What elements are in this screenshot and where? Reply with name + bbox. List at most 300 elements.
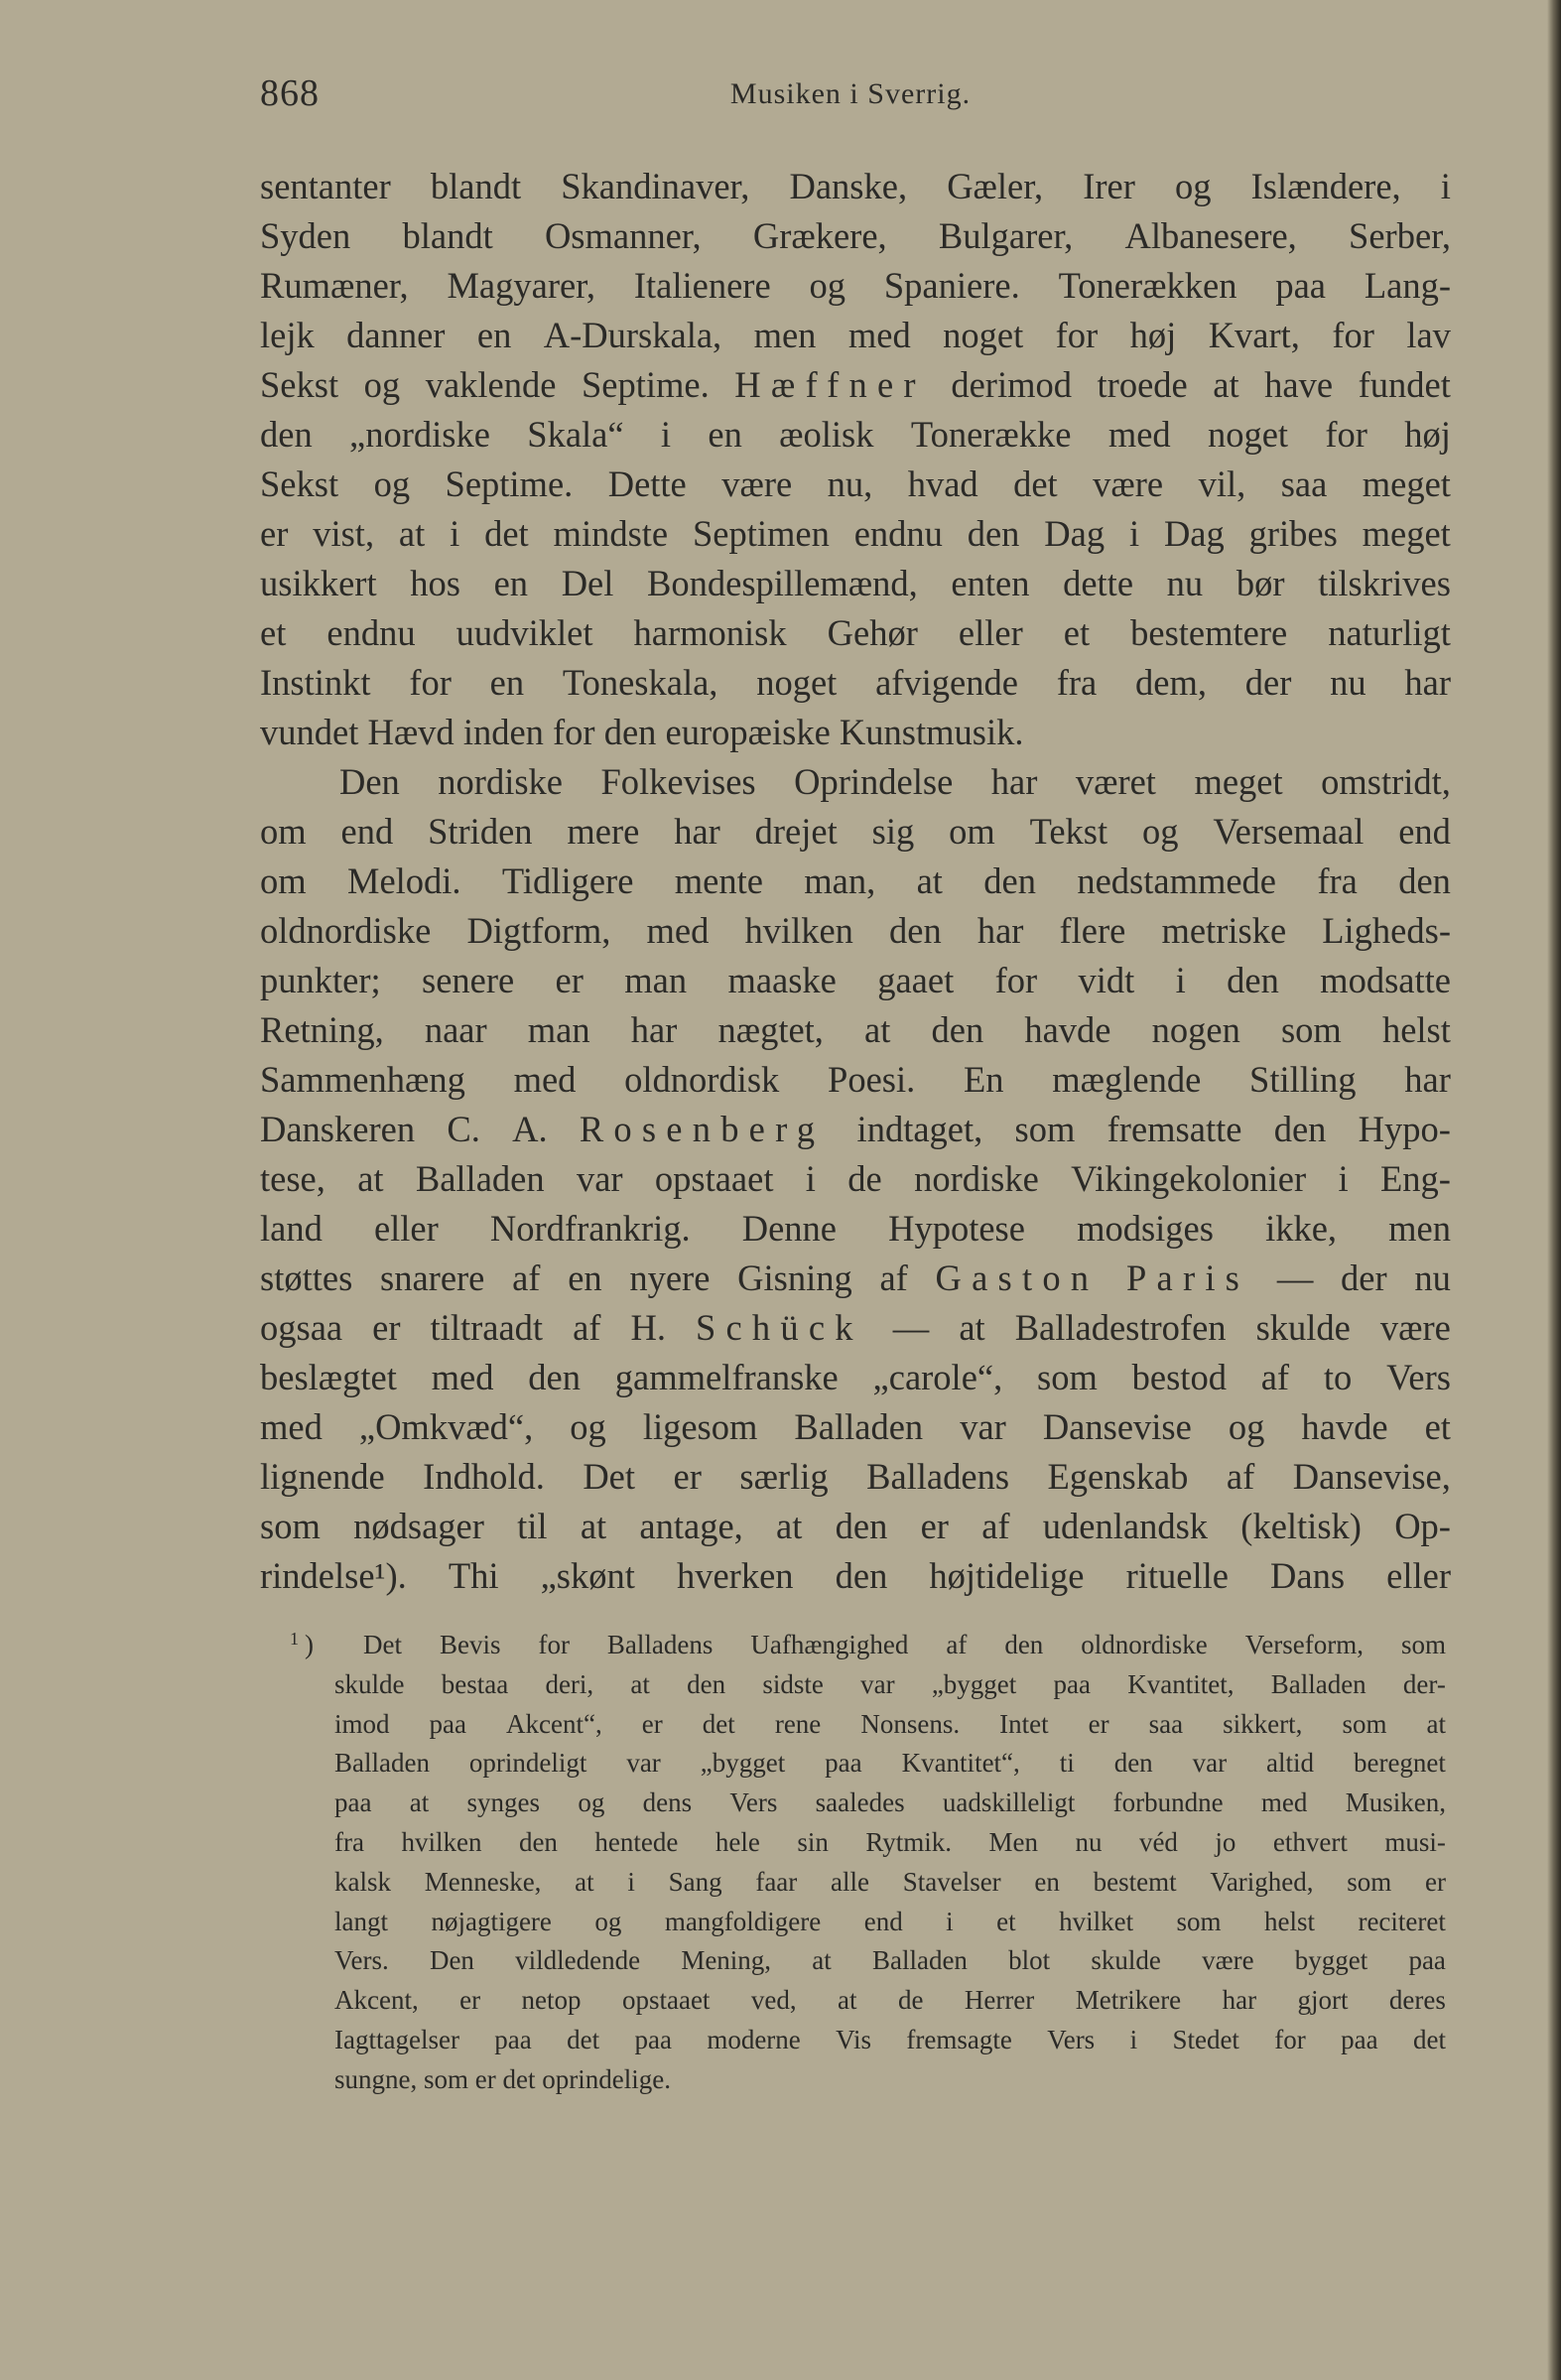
footnote-line: [260, 1903, 1446, 1942]
word: sungne,: [334, 2063, 418, 2094]
word: Vikingekolonier: [1071, 1158, 1307, 1199]
footnote: [260, 1626, 1446, 2100]
word: mente: [674, 860, 763, 901]
word: fra: [334, 1826, 364, 1857]
word: dens: [642, 1787, 693, 1818]
footnote-line: [260, 1863, 1446, 1903]
word: Vers: [729, 1787, 778, 1818]
word: opstaaet: [621, 1985, 711, 2016]
word: Gæler,: [947, 166, 1044, 206]
footnote-line: [260, 1626, 1446, 1665]
word: „bygget: [931, 1668, 1017, 1699]
word: den: [967, 513, 1020, 554]
word: Italienere: [633, 265, 771, 306]
word: saa: [1280, 463, 1328, 504]
word: Dag: [1163, 513, 1225, 554]
word: i: [660, 414, 672, 455]
word: man: [527, 1009, 590, 1050]
word: Denne: [741, 1208, 837, 1249]
word: der: [1244, 662, 1292, 703]
word: kalsk: [334, 1866, 391, 1897]
word: og: [373, 463, 411, 504]
word: paa: [1053, 1668, 1092, 1699]
word: og: [809, 265, 846, 306]
word: en: [493, 563, 529, 603]
word: nu: [1330, 662, 1366, 703]
word: musi-: [1384, 1826, 1446, 1857]
word: men: [1388, 1208, 1451, 1249]
word: har: [1222, 1985, 1257, 2016]
word: Sang: [668, 1866, 722, 1897]
word: en: [568, 1257, 602, 1298]
word: Eng-: [1379, 1158, 1451, 1199]
word: om: [260, 860, 307, 901]
word: Tekst: [1029, 811, 1108, 852]
word: paa: [429, 1708, 467, 1739]
word: har: [976, 910, 1024, 951]
word: med: [431, 1357, 494, 1397]
word: Herrer: [964, 1985, 1035, 2016]
text-line: [260, 410, 1451, 460]
word: deri,: [545, 1668, 594, 1699]
word: Akcent,: [334, 1985, 419, 2016]
word: Dette: [607, 463, 687, 504]
word: Toneskala,: [562, 662, 718, 703]
word: endnu: [326, 612, 416, 653]
word: Hæffner: [734, 364, 926, 405]
footnote-line: [260, 1744, 1446, 1784]
word: hos: [410, 563, 460, 603]
word: den: [835, 1555, 888, 1596]
word: beslægtet: [260, 1357, 397, 1397]
word: danner: [346, 315, 446, 355]
word: blot: [1008, 1945, 1051, 1976]
word: bør: [1236, 563, 1285, 603]
word: vildledende: [515, 1945, 641, 1976]
word: H.: [630, 1307, 666, 1348]
word: meget: [1362, 463, 1451, 504]
word: skulde: [1255, 1307, 1351, 1348]
word: at: [1426, 1708, 1446, 1739]
word: oprindeligt: [468, 1748, 587, 1779]
word: i: [1175, 960, 1186, 1000]
text-line: [260, 1254, 1451, 1303]
word: nogen: [1151, 1009, 1240, 1050]
word: naar: [424, 1009, 487, 1050]
word: Ligheds-: [1322, 910, 1451, 951]
word: ligesom: [642, 1406, 758, 1447]
word: paa: [334, 1787, 372, 1818]
word: nedstammede: [1077, 860, 1277, 901]
word: nu: [1166, 563, 1204, 603]
text-line: [260, 1204, 1451, 1254]
word: afvigende: [875, 662, 1018, 703]
word: Dag: [1044, 513, 1106, 554]
word: med: [513, 1059, 577, 1100]
word: havde: [1301, 1406, 1388, 1447]
word: paa: [1275, 265, 1326, 306]
word: enten: [951, 563, 1030, 603]
word: har: [1404, 1059, 1451, 1100]
word: Balladens: [866, 1456, 1010, 1497]
word: Nordfrankrig.: [489, 1208, 691, 1249]
word: Menneske,: [424, 1866, 542, 1897]
word: bestemtere: [1130, 612, 1288, 653]
word: Balladen: [871, 1945, 968, 1976]
word: Bondespillemænd,: [647, 563, 918, 603]
word: om: [260, 811, 307, 852]
word: være: [1202, 1945, 1254, 1976]
word: senere: [421, 960, 515, 1000]
word: at: [398, 513, 426, 554]
word: en: [708, 414, 742, 455]
word: af: [512, 1257, 541, 1298]
word: er: [474, 2063, 496, 2094]
word: mæglende: [1052, 1059, 1202, 1100]
word: særlig: [739, 1456, 829, 1497]
footnote-line: [260, 2060, 1446, 2100]
word: at: [1213, 364, 1239, 405]
word: fremsagte: [906, 2024, 1012, 2054]
footnote-number: 1: [290, 1629, 299, 1649]
word: vaklende: [425, 364, 557, 405]
word: for: [409, 662, 452, 703]
word: Balladens: [606, 1630, 714, 1659]
word: vundet: [260, 712, 359, 752]
word: til: [517, 1506, 548, 1546]
word: A-Durskala,: [543, 315, 722, 355]
footnote-line: [260, 1705, 1446, 1745]
word: er: [372, 1307, 401, 1348]
word: tiltraadt: [430, 1307, 544, 1348]
word: imod: [334, 1708, 390, 1739]
word: Den: [339, 761, 400, 802]
word: Thi: [448, 1555, 499, 1596]
word: noget: [1207, 414, 1289, 455]
word: Indhold.: [423, 1456, 545, 1497]
word: Striden: [428, 811, 533, 852]
word: den: [889, 910, 942, 951]
word: i: [1129, 2024, 1138, 2054]
text-line: [260, 360, 1451, 410]
word: i: [450, 513, 460, 554]
word: Balladen: [415, 1158, 545, 1199]
text-line: [260, 956, 1451, 1005]
word: helst: [1264, 1906, 1315, 1936]
word: for: [553, 712, 595, 752]
word: Mening,: [681, 1945, 772, 1976]
footnote-line: [260, 1784, 1446, 1823]
word: Stilling: [1249, 1059, 1357, 1100]
word: Vers: [1047, 2024, 1096, 2054]
word: flere: [1059, 910, 1126, 951]
word: Vers.: [334, 1945, 389, 1976]
word: hele: [715, 1826, 760, 1857]
text-line: [260, 857, 1451, 906]
word: gaaet: [877, 960, 955, 1000]
word: man,: [804, 860, 876, 901]
word: hvilken: [744, 910, 853, 951]
word: som: [1014, 1109, 1076, 1149]
word: nu,: [827, 463, 873, 504]
word: véd: [1138, 1826, 1178, 1857]
word: har: [630, 1009, 678, 1050]
word: som: [1037, 1357, 1098, 1397]
word: sin: [797, 1826, 829, 1857]
footnote-line: [260, 1665, 1446, 1705]
word: altid: [1266, 1748, 1315, 1779]
word: Tonerække: [910, 414, 1072, 455]
word: Balladen: [794, 1406, 924, 1447]
word: Gisning: [737, 1257, 852, 1298]
word: indtaget,: [856, 1109, 983, 1149]
word: Metrikere: [1075, 1985, 1182, 2016]
word: at: [776, 1506, 803, 1546]
word: Oprindelse: [794, 761, 954, 802]
word: nøjagtigere: [431, 1906, 552, 1936]
text-line: [260, 906, 1451, 956]
word: Kvart,: [1208, 315, 1300, 355]
word: Det: [583, 1456, 636, 1497]
word: i: [805, 1158, 816, 1199]
word: noget: [943, 315, 1024, 355]
word: udenlandsk: [1042, 1506, 1209, 1546]
running-header: [260, 71, 1441, 121]
word: mangfoldigere: [664, 1906, 822, 1936]
word: hentede: [594, 1826, 679, 1857]
word: at: [959, 1307, 985, 1348]
word: beregnet: [1353, 1748, 1446, 1779]
footnote-line: [260, 1941, 1446, 1981]
word: helst: [1381, 1009, 1451, 1050]
word: vist,: [313, 513, 375, 554]
word: Egenskab: [1047, 1456, 1189, 1497]
text-line: [260, 1303, 1451, 1353]
word: Skala“: [527, 414, 624, 455]
word: i: [1338, 1158, 1349, 1199]
word: man: [624, 960, 688, 1000]
text-line: [260, 658, 1451, 708]
word: (keltisk): [1240, 1506, 1362, 1546]
word: noget: [756, 662, 838, 703]
word: Sekst: [260, 463, 339, 504]
word: og: [1142, 811, 1179, 852]
word: Kvantitet,: [1127, 1668, 1235, 1699]
word: gjort: [1297, 1985, 1349, 2016]
word: dem,: [1135, 662, 1207, 703]
word: mindste: [553, 513, 669, 554]
word: blandt: [430, 166, 522, 206]
word: den: [1398, 860, 1451, 901]
word: Grækere,: [752, 215, 887, 256]
word: meget: [1362, 513, 1451, 554]
word: den: [931, 1009, 984, 1050]
word: ved,: [750, 1985, 797, 2016]
word: som: [1280, 1009, 1342, 1050]
word: Tidligere: [501, 860, 634, 901]
word: af: [1260, 1357, 1290, 1397]
word: Rytmik.: [865, 1826, 952, 1857]
word: paa: [634, 2024, 672, 2054]
word: —: [1276, 1257, 1314, 1298]
word: var: [576, 1158, 623, 1199]
word: vil,: [1198, 463, 1246, 504]
word: endnu: [853, 513, 943, 554]
word: end: [340, 811, 394, 852]
word: af: [879, 1257, 908, 1298]
word: Septimen: [692, 513, 830, 554]
word: og: [594, 1906, 622, 1936]
word: lav: [1406, 315, 1451, 355]
footnote-marker: [290, 1626, 325, 1665]
word: den: [687, 1668, 726, 1699]
text-line: [260, 559, 1451, 608]
word: faar: [755, 1866, 798, 1897]
text-line: [260, 1353, 1451, 1402]
word: er: [1088, 1708, 1109, 1739]
word: mere: [567, 811, 640, 852]
word: Verseform,: [1244, 1630, 1364, 1659]
word: uudviklet: [455, 612, 593, 653]
word: at: [580, 1506, 607, 1546]
word: deres: [1388, 1985, 1446, 2016]
word: Retning,: [260, 1009, 384, 1050]
word: oprindelige.: [542, 2063, 671, 2094]
word: uadskilleligt: [942, 1787, 1076, 1818]
word: Balladestrofen: [1014, 1307, 1227, 1348]
word: der-: [1402, 1668, 1446, 1699]
text-line: [260, 311, 1451, 360]
text-line: [260, 1502, 1451, 1551]
word: Paris: [1126, 1257, 1250, 1298]
word: var: [960, 1406, 1006, 1447]
word: En: [964, 1059, 1004, 1100]
word: som: [1347, 1866, 1392, 1897]
word: højtidelige: [929, 1555, 1085, 1596]
word: „bygget: [700, 1748, 786, 1779]
word: to: [1323, 1357, 1353, 1397]
word: Dansevise: [1042, 1406, 1192, 1447]
word: Del: [561, 563, 614, 603]
body-text: [260, 162, 1451, 1601]
text-line: [260, 261, 1451, 311]
word: der: [1341, 1257, 1387, 1298]
word: dette: [1063, 563, 1134, 603]
word: bestaa: [441, 1668, 509, 1699]
word: de: [847, 1158, 882, 1199]
word: lejk: [260, 315, 315, 355]
word: Kunstmusik.: [839, 712, 1024, 752]
word: af: [946, 1630, 968, 1659]
word: ti: [1059, 1748, 1075, 1779]
word: bygget: [1294, 1945, 1368, 1976]
text-line: [260, 1154, 1451, 1204]
word: var: [860, 1668, 895, 1699]
word: Folkevises: [600, 761, 756, 802]
word: at: [357, 1158, 384, 1199]
word: er: [459, 1985, 481, 2016]
word: Spaniere.: [883, 265, 1020, 306]
word: snarere: [380, 1257, 485, 1298]
word: end: [1398, 811, 1451, 852]
word: er: [920, 1506, 949, 1546]
word: har: [1404, 662, 1451, 703]
word: det: [567, 2024, 600, 2054]
word: jo: [1215, 1826, 1236, 1857]
text-line: [260, 1402, 1451, 1452]
word: Skandinaver,: [561, 166, 750, 206]
word: Osmanner,: [544, 215, 702, 256]
word: „nordiske: [349, 414, 490, 455]
word: men: [753, 315, 817, 355]
word: Den: [429, 1945, 474, 1976]
word: for: [538, 1630, 570, 1659]
word: punkter;: [260, 960, 381, 1000]
word: Melodi.: [347, 860, 461, 901]
text-line: [260, 1551, 1451, 1601]
word: nu: [1414, 1257, 1451, 1298]
word: med: [260, 1406, 323, 1447]
word: Balladen: [1270, 1668, 1366, 1699]
word: det: [502, 2063, 536, 2094]
text-line: [260, 509, 1451, 559]
word: at: [630, 1668, 650, 1699]
word: den: [260, 414, 313, 455]
word: nødsager: [353, 1506, 484, 1546]
word: er: [555, 960, 584, 1000]
word: meget: [1194, 761, 1283, 802]
word: den: [1004, 1630, 1044, 1659]
word: rene: [774, 1708, 822, 1739]
word: for: [1325, 414, 1367, 455]
word: at: [916, 860, 943, 901]
word: tilskrives: [1318, 563, 1451, 603]
word: forbundne: [1112, 1787, 1224, 1818]
word: modsiges: [1077, 1208, 1214, 1249]
footnote-line: [260, 1823, 1446, 1863]
word: eller: [958, 612, 1023, 653]
word: Nonsens.: [860, 1708, 961, 1739]
word: Stedet: [1172, 2024, 1239, 2054]
word: var: [1192, 1748, 1228, 1779]
word: Septime.: [445, 463, 574, 504]
text-line: [260, 807, 1451, 857]
word: Stavelser: [902, 1866, 1001, 1897]
word: det: [702, 1708, 735, 1739]
word: oldnordisk: [624, 1059, 780, 1100]
word: støttes: [260, 1257, 353, 1298]
page-spine-edge: [1547, 0, 1561, 2380]
word: Vis: [836, 2024, 872, 2054]
word: modsatte: [1320, 960, 1451, 1000]
word: hvad: [907, 463, 978, 504]
word: Digtform,: [466, 910, 611, 951]
word: ethvert: [1272, 1826, 1348, 1857]
word: Versemaal: [1213, 811, 1365, 852]
word: Danskeren: [260, 1109, 416, 1149]
word: paa: [825, 1748, 862, 1779]
word: er: [641, 1708, 663, 1739]
word: den: [603, 712, 657, 752]
word: drejet: [754, 811, 838, 852]
word: Hævd: [367, 712, 455, 752]
word: usikkert: [260, 563, 377, 603]
word: A.: [512, 1109, 548, 1149]
word: Danske,: [789, 166, 908, 206]
word: med: [847, 315, 911, 355]
word: er: [260, 513, 289, 554]
text-line: [260, 460, 1451, 509]
